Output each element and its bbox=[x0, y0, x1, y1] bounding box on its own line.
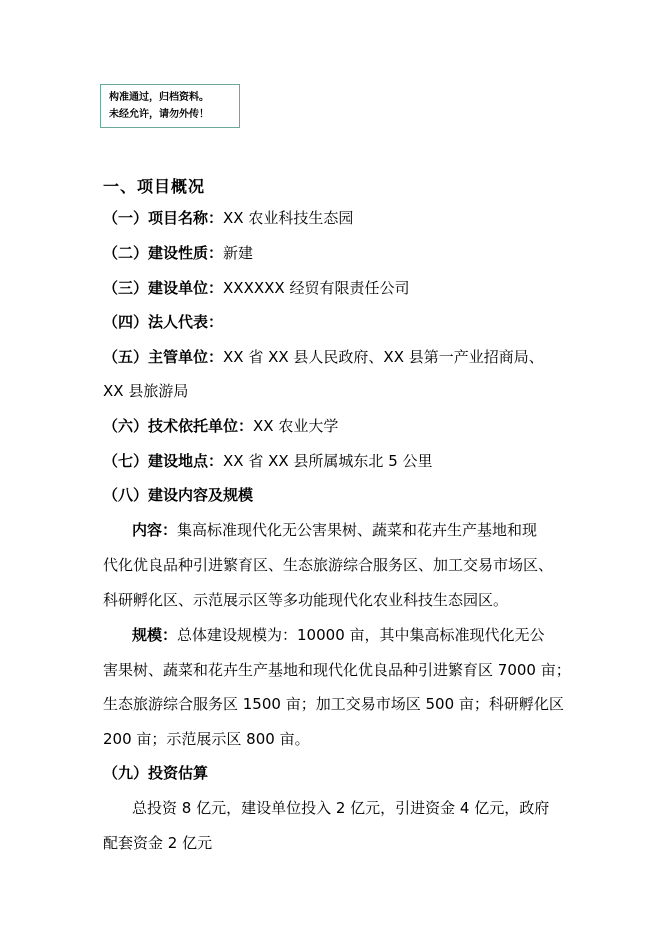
stamp-line-2: 未经允许，请勿外传！ bbox=[109, 109, 209, 120]
construction-unit-value: XXXXXX 经贸有限责任公司 bbox=[223, 279, 410, 297]
project-name-value: XX 农业科技生态园 bbox=[223, 209, 354, 227]
location-value: XX 省 XX 县所属城东北 5 公里 bbox=[223, 452, 433, 470]
construction-nature-value: 新建 bbox=[223, 244, 254, 262]
item-construction-unit bbox=[103, 278, 409, 298]
technical-support-value: XX 农业大学 bbox=[253, 417, 339, 435]
scale-label: 规模： bbox=[132, 626, 178, 644]
investment-heading: （九）投资估算 bbox=[103, 764, 209, 782]
authority-value: XX 省 XX 县人民政府、XX 县第一产业招商局、 bbox=[223, 348, 544, 366]
legal-representative-label: （四）法人代表： bbox=[103, 313, 224, 331]
stamp-line-1: 构准通过，归档资料。 bbox=[109, 92, 209, 103]
investment-text-2: 配套资金 2 亿元 bbox=[103, 834, 213, 852]
content-paragraph-line-1 bbox=[132, 520, 537, 540]
project-name-label: （一）项目名称： bbox=[103, 209, 224, 227]
item-construction-nature bbox=[103, 243, 253, 263]
content-text-2: 代化优良品种引进繁育区、生态旅游综合服务区、加工交易市场区、 bbox=[103, 556, 554, 574]
item-project-name bbox=[103, 208, 353, 228]
content-label: 内容： bbox=[132, 521, 178, 539]
item-technical-support bbox=[103, 416, 338, 436]
section-title: 一、项目概况 bbox=[103, 177, 206, 196]
authority-value-continued: XX 县旅游局 bbox=[103, 382, 189, 400]
construction-nature-label: （二）建设性质： bbox=[103, 244, 224, 262]
scale-text-4: 200 亩；示范展示区 800 亩。 bbox=[103, 730, 310, 748]
item-location bbox=[103, 451, 433, 471]
location-label: （七）建设地点： bbox=[103, 452, 224, 470]
confidential-stamp bbox=[100, 84, 240, 128]
content-text-3: 科研孵化区、示范展示区等多功能现代化农业科技生态园区。 bbox=[103, 591, 509, 609]
technical-support-label: （六）技术依托单位： bbox=[103, 417, 254, 435]
authority-label: （五）主管单位： bbox=[103, 348, 224, 366]
investment-text-1: 总投资 8 亿元，建设单位投入 2 亿元，引进资金 4 亿元，政府 bbox=[132, 799, 550, 817]
item-legal-representative bbox=[103, 312, 223, 332]
scale-text-3: 生态旅游综合服务区 1500 亩；加工交易市场区 500 亩；科研孵化区 bbox=[103, 695, 564, 713]
scale-text-2: 害果树、蔬菜和花卉生产基地和现代化优良品种引进繁育区 7000 亩； bbox=[103, 661, 571, 679]
item-authority bbox=[103, 347, 544, 367]
content-text-1: 集高标准现代化无公害果树、蔬菜和花卉生产基地和现 bbox=[177, 521, 538, 539]
construction-unit-label: （三）建设单位： bbox=[103, 279, 224, 297]
scale-text-1: 总体建设规模为：10000 亩，其中集高标准现代化无公 bbox=[177, 626, 545, 644]
scale-paragraph-line-1 bbox=[132, 625, 545, 645]
content-scale-heading: （八）建设内容及规模 bbox=[103, 486, 254, 504]
